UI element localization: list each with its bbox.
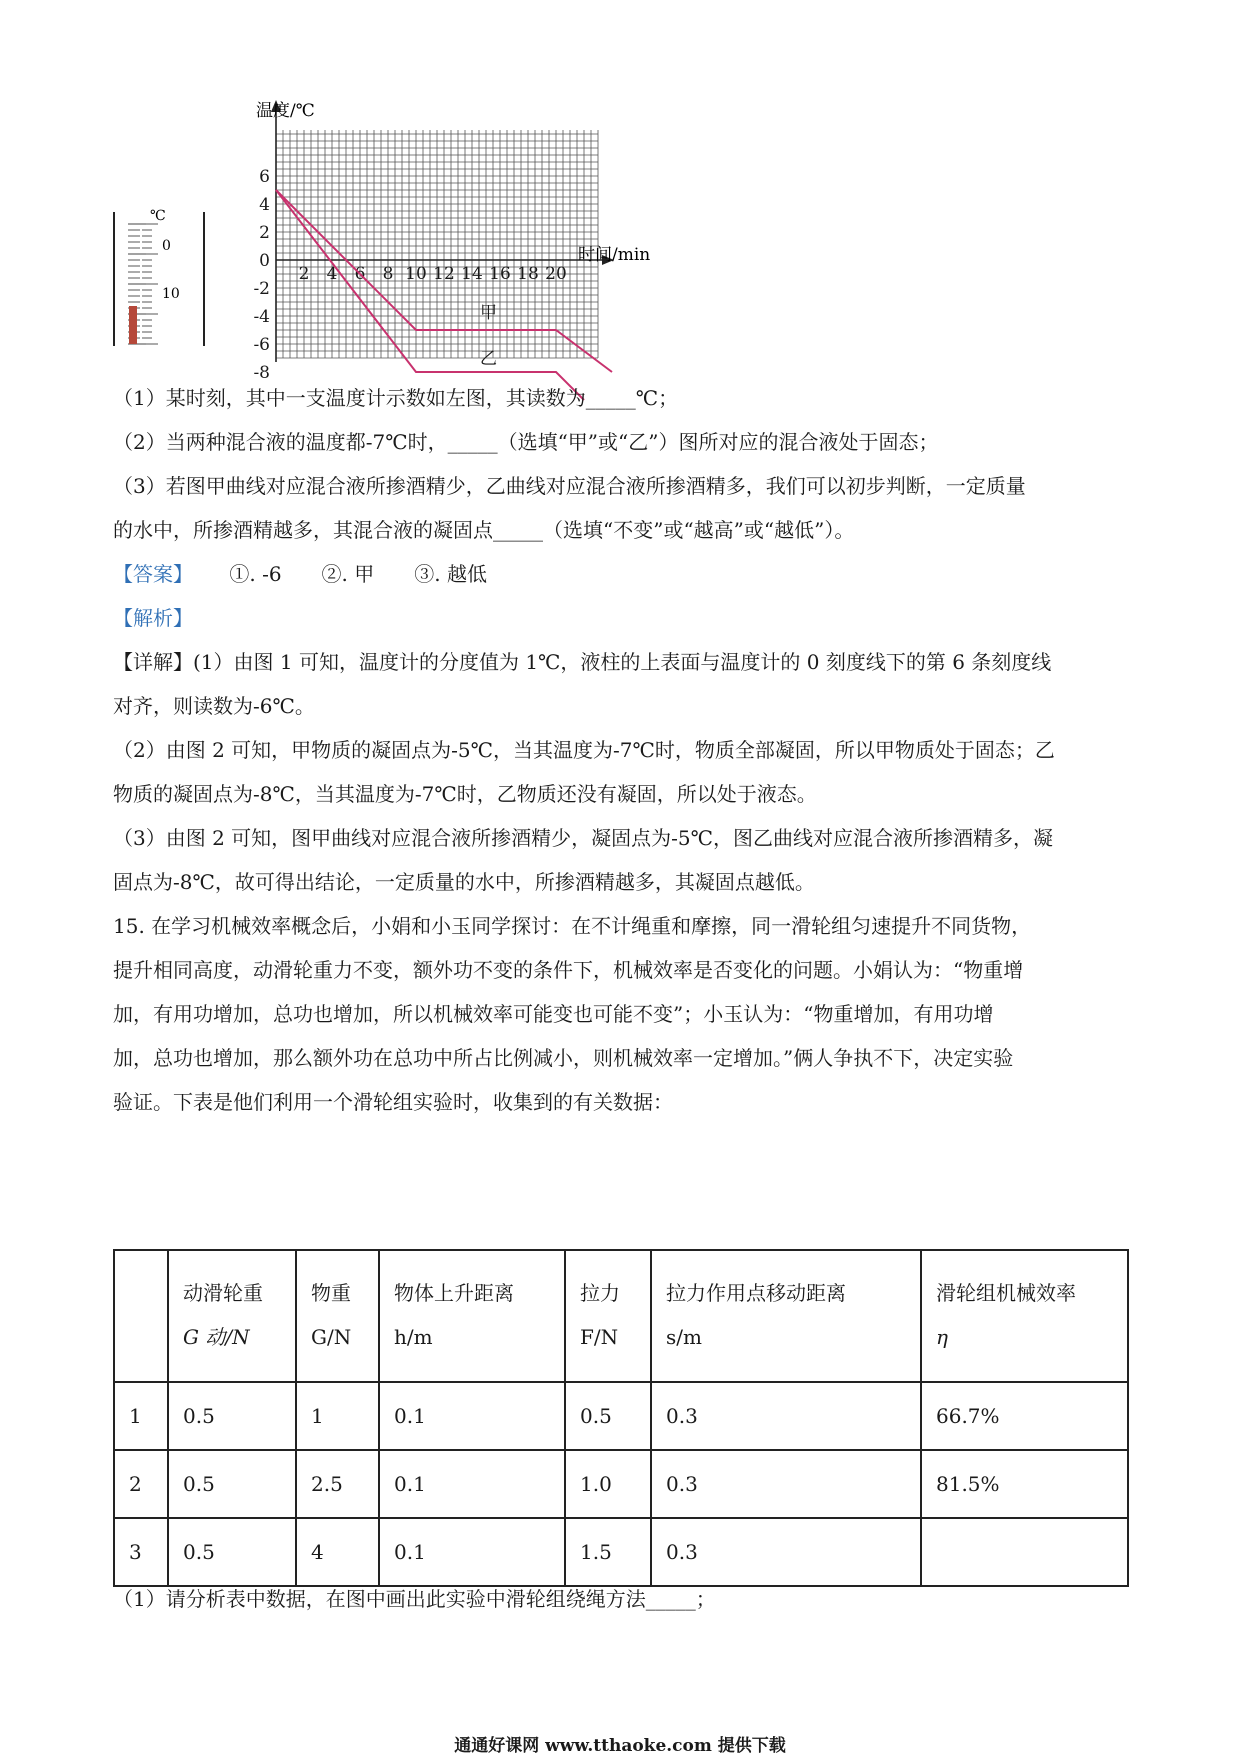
thermometer-figure (108, 210, 208, 350)
y-tick-label: 4 (259, 195, 270, 215)
header-unit: F/N (580, 1325, 619, 1349)
problem-15-line-4: 加，总功也增加，那么额外功在总功中所占比例减小，则机械效率一定增加。”俩人争执不下，决定实验 (113, 1046, 1014, 1070)
x-tick-label: 4 (326, 264, 338, 284)
answer-text: ①. -6 ②. 甲 ③. 越低 (229, 562, 487, 586)
header-unit: s/m (666, 1325, 702, 1349)
question-2: （2）当两种混合液的温度都-7℃时，_____（选填“甲”或“乙”）图所对应的混合液处于固态； (113, 430, 939, 454)
problem-15-line-1: 15. 在学习机械效率概念后，小娟和小玉同学探讨：在不计绳重和摩擦，同一滑轮组匀速提升不同货物， (113, 914, 1032, 938)
table-cell: 1 (114, 1382, 168, 1450)
header-title: 物体上升距离 (394, 1281, 514, 1305)
header-title: 拉力 (580, 1281, 620, 1305)
question-3-line-2: 的水中，所掺酒精越多，其混合液的凝固点_____（选填“不变”或“越高”或“越低”）。 (113, 518, 855, 542)
question-15-1: （1）请分析表中数据，在图中画出此实验中滑轮组绕绳方法_____； (113, 1587, 716, 1611)
x-tick-label: 10 (405, 264, 427, 284)
question-3-line-1: （3）若图甲曲线对应混合液所掺酒精少，乙曲线对应混合液所掺酒精多，我们可以初步判断，一定质量 (113, 474, 1026, 498)
table-cell: 4 (296, 1518, 379, 1586)
table-cell: 81.5% (921, 1450, 1128, 1518)
x-tick-label: 18 (517, 264, 539, 284)
table-cell: 0.1 (379, 1450, 565, 1518)
thermometer-ten-label: 10 (162, 286, 180, 302)
y-tick-label: 0 (259, 251, 270, 271)
table-cell: 1.5 (565, 1518, 651, 1586)
table-cell: 66.7% (921, 1382, 1128, 1450)
detail-3-line-2: 固点为-8℃，故可得出结论，一定质量的水中，所掺酒精越多，其凝固点越低。 (113, 870, 815, 894)
answer-label: 【答案】 (113, 562, 193, 586)
chart-y-axis-label: 温度/℃ (256, 101, 315, 121)
header-unit: h/m (394, 1325, 433, 1349)
table-header-cell (565, 1250, 651, 1382)
header-title: 物重 (311, 1281, 351, 1305)
y-tick-label: 2 (259, 223, 270, 243)
thermometer-unit-label: ℃ (150, 208, 166, 224)
problem-15-line-5: 验证。下表是他们利用一个滑轮组实验时，收集到的有关数据： (113, 1090, 673, 1114)
series-label: 乙 (480, 349, 497, 369)
y-tick-label: -8 (253, 363, 270, 383)
table-cell: 1 (296, 1382, 379, 1450)
table-header-cell (921, 1250, 1128, 1382)
page-footer: 通通好课网 www.tthaoke.com 提供下载 (454, 1736, 786, 1756)
y-tick-label: 6 (259, 167, 270, 187)
detail-1-line-2: 对齐，则读数为-6℃。 (113, 694, 315, 718)
x-tick-label: 12 (433, 264, 455, 284)
y-tick-label: -2 (253, 279, 270, 299)
header-title: 拉力作用点移动距离 (666, 1281, 846, 1305)
x-tick-label: 8 (382, 264, 394, 284)
chart-x-axis-label: 时间/min (578, 245, 651, 265)
y-tick-label: -4 (253, 307, 270, 327)
table-cell: 0.3 (651, 1518, 921, 1586)
table-cell: 0.5 (168, 1450, 296, 1518)
table-header-cell (114, 1250, 168, 1382)
problem-15-line-3: 加，有用功增加，总功也增加，所以机械效率可能变也可能不变”；小玉认为：“物重增加，有用功增 (113, 1002, 994, 1026)
table-header-cell (651, 1250, 921, 1382)
detail-2-line-2: 物质的凝固点为-8℃，当其温度为-7℃时，乙物质还没有凝固，所以处于液态。 (113, 782, 817, 806)
analysis-label: 【解析】 (113, 606, 193, 630)
answer-line (113, 562, 1133, 586)
header-title: 滑轮组机械效率 (936, 1281, 1076, 1305)
table-cell: 0.3 (651, 1450, 921, 1518)
table-cell: 2 (114, 1450, 168, 1518)
thermometer-zero-label: 0 (162, 238, 171, 254)
table-cell (921, 1518, 1128, 1586)
table-cell: 0.5 (565, 1382, 651, 1450)
table-cell: 2.5 (296, 1450, 379, 1518)
x-tick-label: 20 (545, 264, 567, 284)
table-cell: 1.0 (565, 1450, 651, 1518)
table-row (114, 1450, 1128, 1518)
table-cell: 0.5 (168, 1382, 296, 1450)
header-title: 动滑轮重 (183, 1281, 263, 1305)
x-tick-label: 6 (354, 264, 366, 284)
header-unit: η (936, 1325, 948, 1349)
header-unit: G/N (311, 1325, 352, 1349)
table-cell: 0.1 (379, 1382, 565, 1450)
table-cell: 0.3 (651, 1382, 921, 1450)
x-tick-label: 2 (298, 264, 310, 284)
x-tick-label: 14 (461, 264, 483, 284)
table-header-cell (379, 1250, 565, 1382)
table-header-row (114, 1250, 1128, 1382)
pulley-data-table (113, 1249, 1129, 1587)
table-cell: 0.5 (168, 1518, 296, 1586)
detail-3-line-1: （3）由图 2 可知，图甲曲线对应混合液所掺酒精少，凝固点为-5℃，图乙曲线对应混合液所掺酒精多，凝 (113, 826, 1054, 850)
question-1: （1）某时刻，其中一支温度计示数如左图，其读数为_____℃； (113, 386, 679, 410)
table-header-cell (168, 1250, 296, 1382)
y-tick-label: -6 (253, 335, 270, 355)
thermometer-liquid-column (129, 306, 137, 344)
table-cell: 3 (114, 1518, 168, 1586)
header-unit: G 动/N (183, 1325, 250, 1349)
problem-15-line-2: 提升相同高度，动滑轮重力不变，额外功不变的条件下，机械效率是否变化的问题。小娟认为：“物重增 (113, 958, 1024, 982)
table-cell: 0.1 (379, 1518, 565, 1586)
table-header-cell (296, 1250, 379, 1382)
temperature-time-chart (236, 100, 676, 383)
table-row (114, 1518, 1128, 1586)
series-label: 甲 (480, 303, 497, 323)
x-tick-label: 16 (489, 264, 511, 284)
detail-2-line-1: （2）由图 2 可知，甲物质的凝固点为-5℃，当其温度为-7℃时，物质全部凝固，所以甲物质处于固态；乙 (113, 738, 1055, 762)
detail-1-line-1: 【详解】(1）由图 1 可知，温度计的分度值为 1℃，液柱的上表面与温度计的 0 刻度线下的第 6 条刻度线 (113, 650, 1052, 674)
chart-grid (276, 130, 598, 358)
table-row (114, 1382, 1128, 1450)
